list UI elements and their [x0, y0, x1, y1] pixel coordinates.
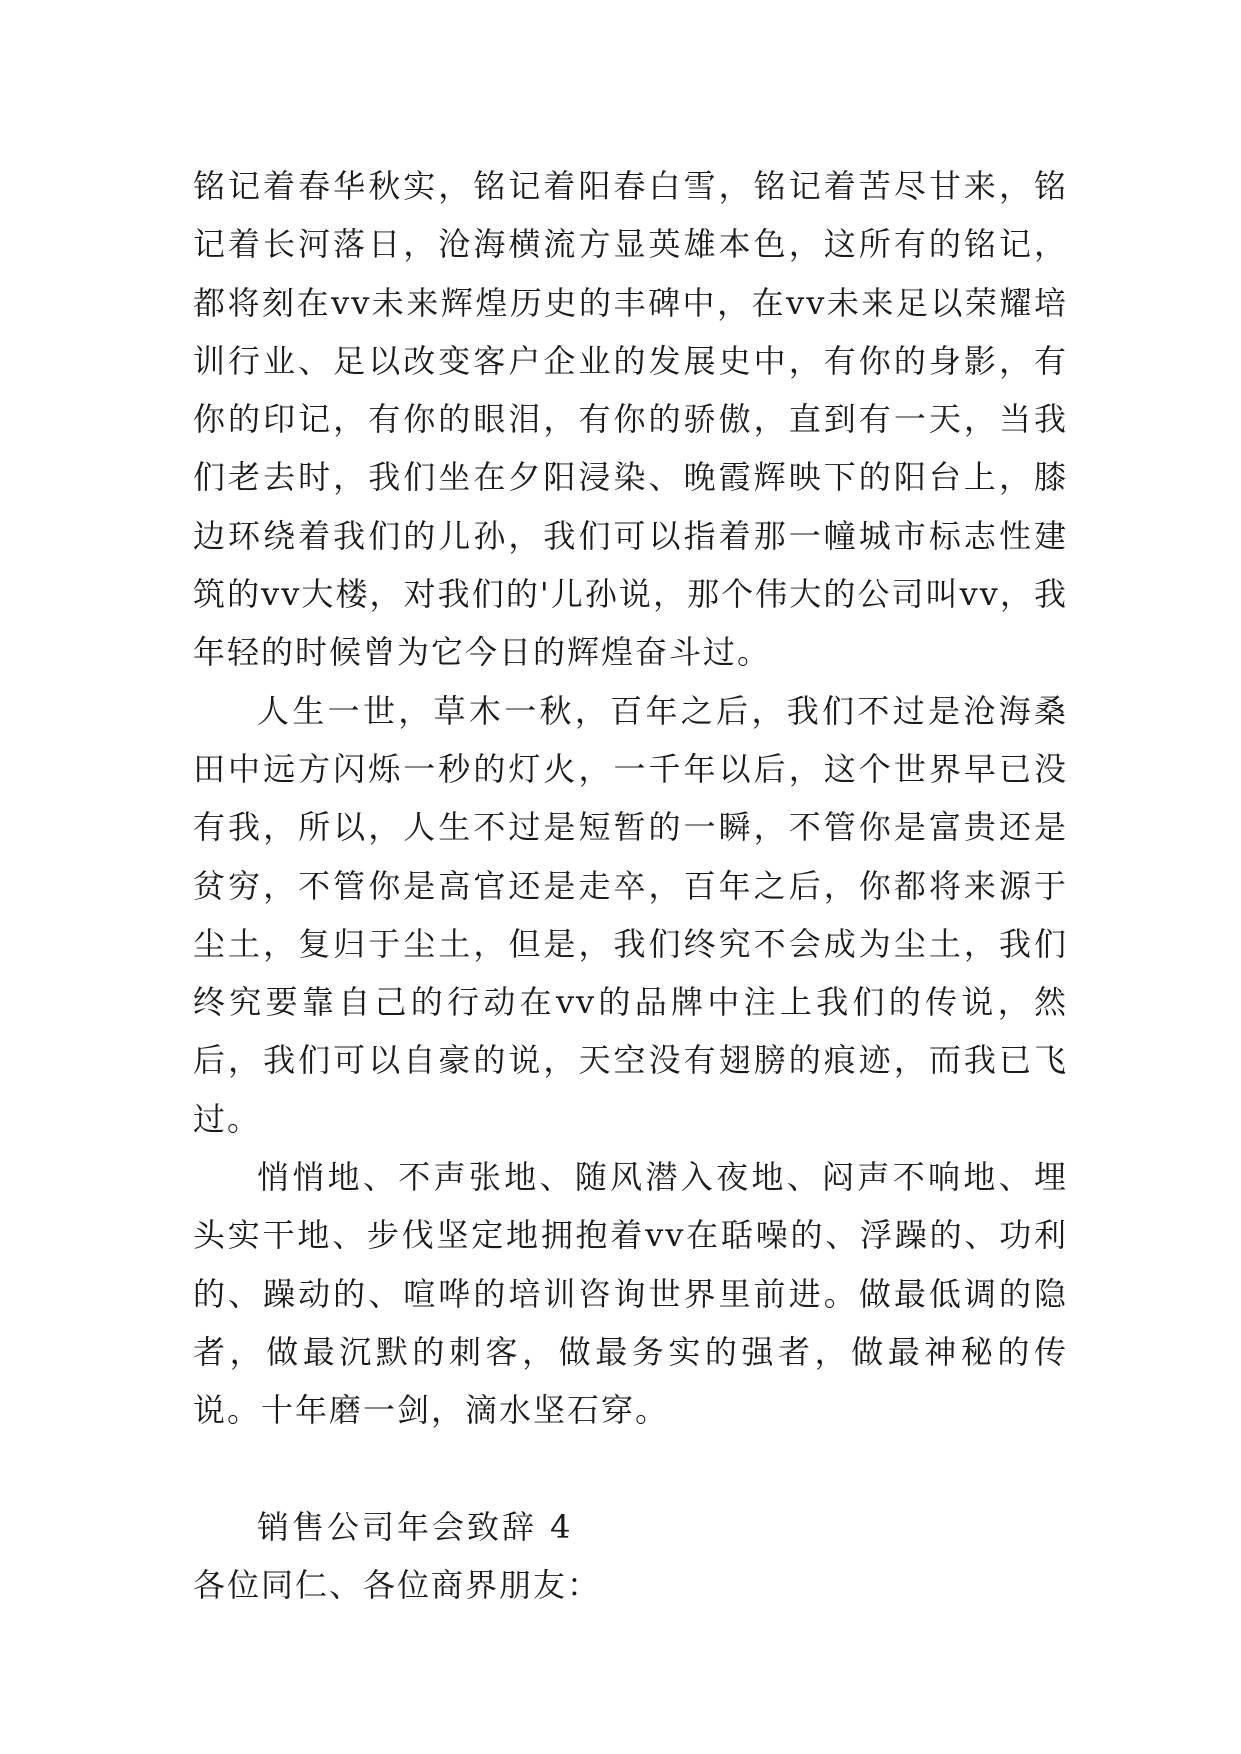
paragraph-3: 悄悄地、不声张地、随风潜入夜地、闷声不响地、埋头实干地、步伐坚定地拥抱着vv在聒噪的、浮躁的、功利的、躁动的、喧哗的培训咨询世界里前进。做最低调的隐者，做最沉默的刺客，做最务实的强者，做最神秘的传说。十年磨一剑，滴水坚石穿。: [193, 1158, 1068, 1430]
section-heading: 销售公司年会致辞 4: [257, 1507, 574, 1546]
blank-line: [193, 1440, 1068, 1498]
salutation: 各位同仁、各位商界朋友：: [193, 1565, 602, 1604]
document-body: [193, 157, 1068, 1614]
paragraph-1: 铭记着春华秋实，铭记着阳春白雪，铭记着苦尽甘来，铭记着长河落日，沧海横流方显英雄本色，这所有的铭记，都将刻在vv未来辉煌历史的丰碑中，在vv未来足以荣耀培训行业、足以改变客户企业的发展史中，有你的身影，有你的印记，有你的眼泪，有你的骄傲，直到有一天，当我们老去时，我们坐在夕阳浸染、晚霞辉映下的阳台上，膝边环绕着我们的儿孙，我们可以指着那一幢城市标志性建筑的vv大楼，对我们的'儿孙说，那个伟大的公司叫vv，我年轻的时候曾为它今日的辉煌奋斗过。: [193, 167, 1068, 672]
paragraph-2: 人生一世，草木一秋，百年之后，我们不过是沧海桑田中远方闪烁一秒的灯火，一千年以后，这个世界早已没有我，所以，人生不过是短暂的一瞬，不管你是富贵还是贫穷，不管你是高官还是走卒，百年之后，你都将来源于尘土，复归于尘土，但是，我们终究不会成为尘土，我们终究要靠自己的行动在vv的品牌中注上我们的传说，然后，我们可以自豪的说，天空没有翅膀的痕迹，而我已飞过。: [193, 691, 1068, 1138]
